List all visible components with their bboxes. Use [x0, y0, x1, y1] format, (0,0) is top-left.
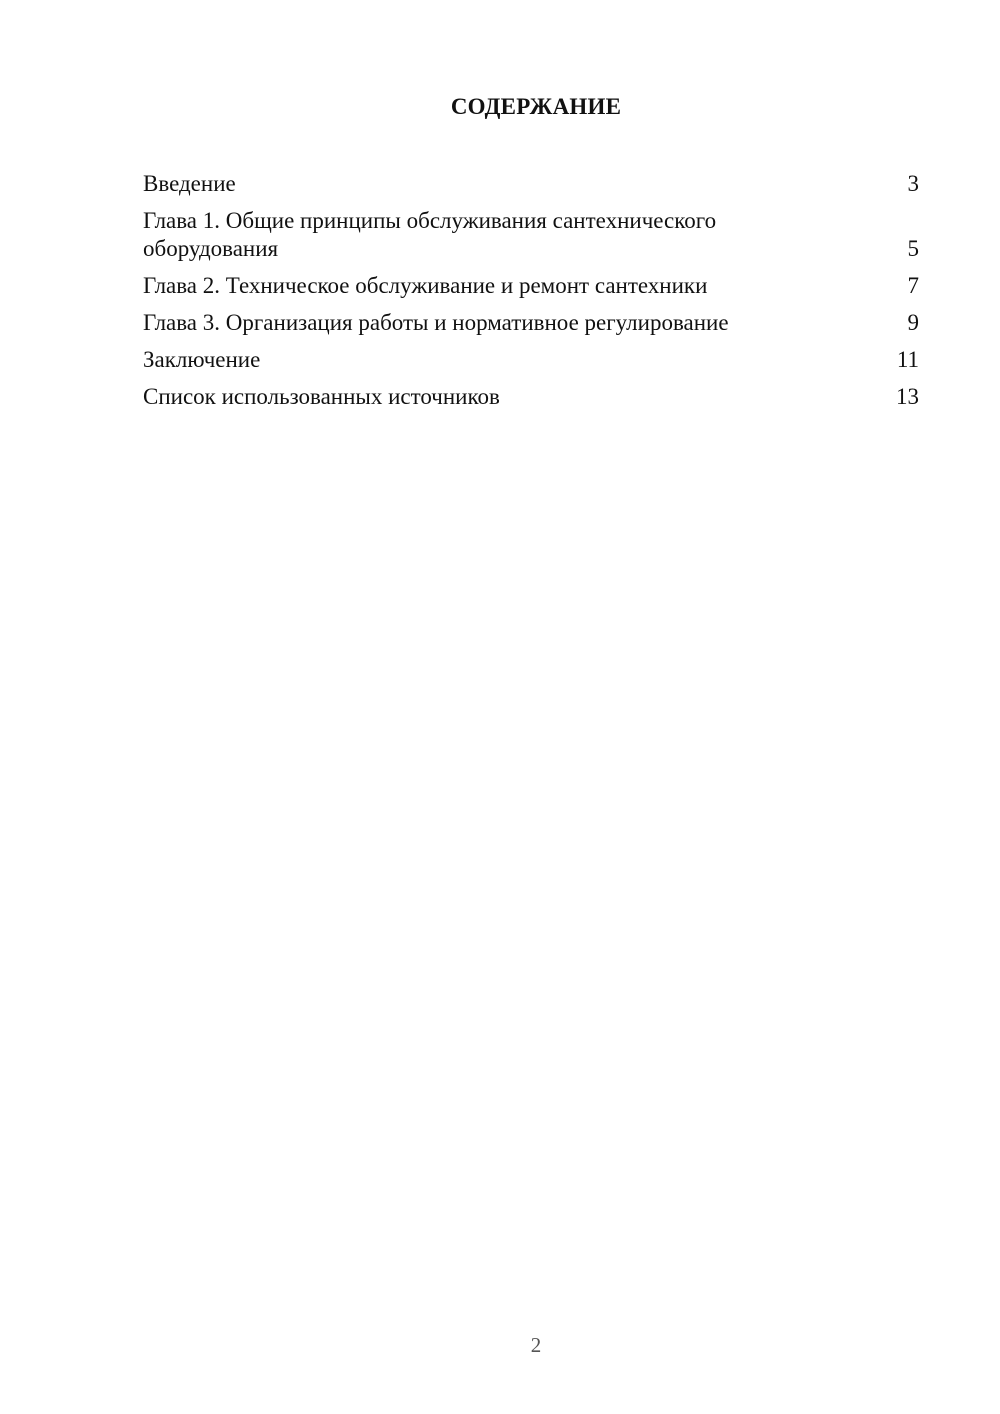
toc-entry-title: Глава 3. Организация работы и нормативное регулирование [143, 310, 729, 335]
toc-entry-title: Введение [143, 171, 236, 196]
table-of-contents [143, 170, 919, 420]
toc-entry-conclusion [143, 346, 919, 374]
toc-entry-references [143, 383, 919, 411]
toc-entry-introduction [143, 170, 919, 198]
toc-entry-page: 9 [907, 310, 919, 335]
toc-entry-chapter-2 [143, 272, 919, 300]
toc-entry-title: Список использованных источников [143, 384, 500, 409]
toc-entry-page: 7 [907, 273, 919, 298]
toc-entry-title: Глава 2. Техническое обслуживание и ремонт сантехники [143, 273, 708, 298]
toc-entry-title: Заключение [143, 347, 261, 372]
toc-entry-page: 11 [896, 347, 919, 372]
toc-entry-chapter-1 [143, 207, 919, 263]
toc-heading: СОДЕРЖАНИЕ [450, 94, 622, 119]
page-number: 2 [530, 1333, 542, 1357]
toc-entry-page: 13 [896, 384, 919, 409]
toc-entry-chapter-3 [143, 309, 919, 337]
toc-entry-page: 5 [907, 236, 919, 261]
toc-entry-page: 3 [907, 171, 919, 196]
toc-entry-title: Глава 1. Общие принципы обслуживания сантехнического оборудования [143, 208, 717, 261]
